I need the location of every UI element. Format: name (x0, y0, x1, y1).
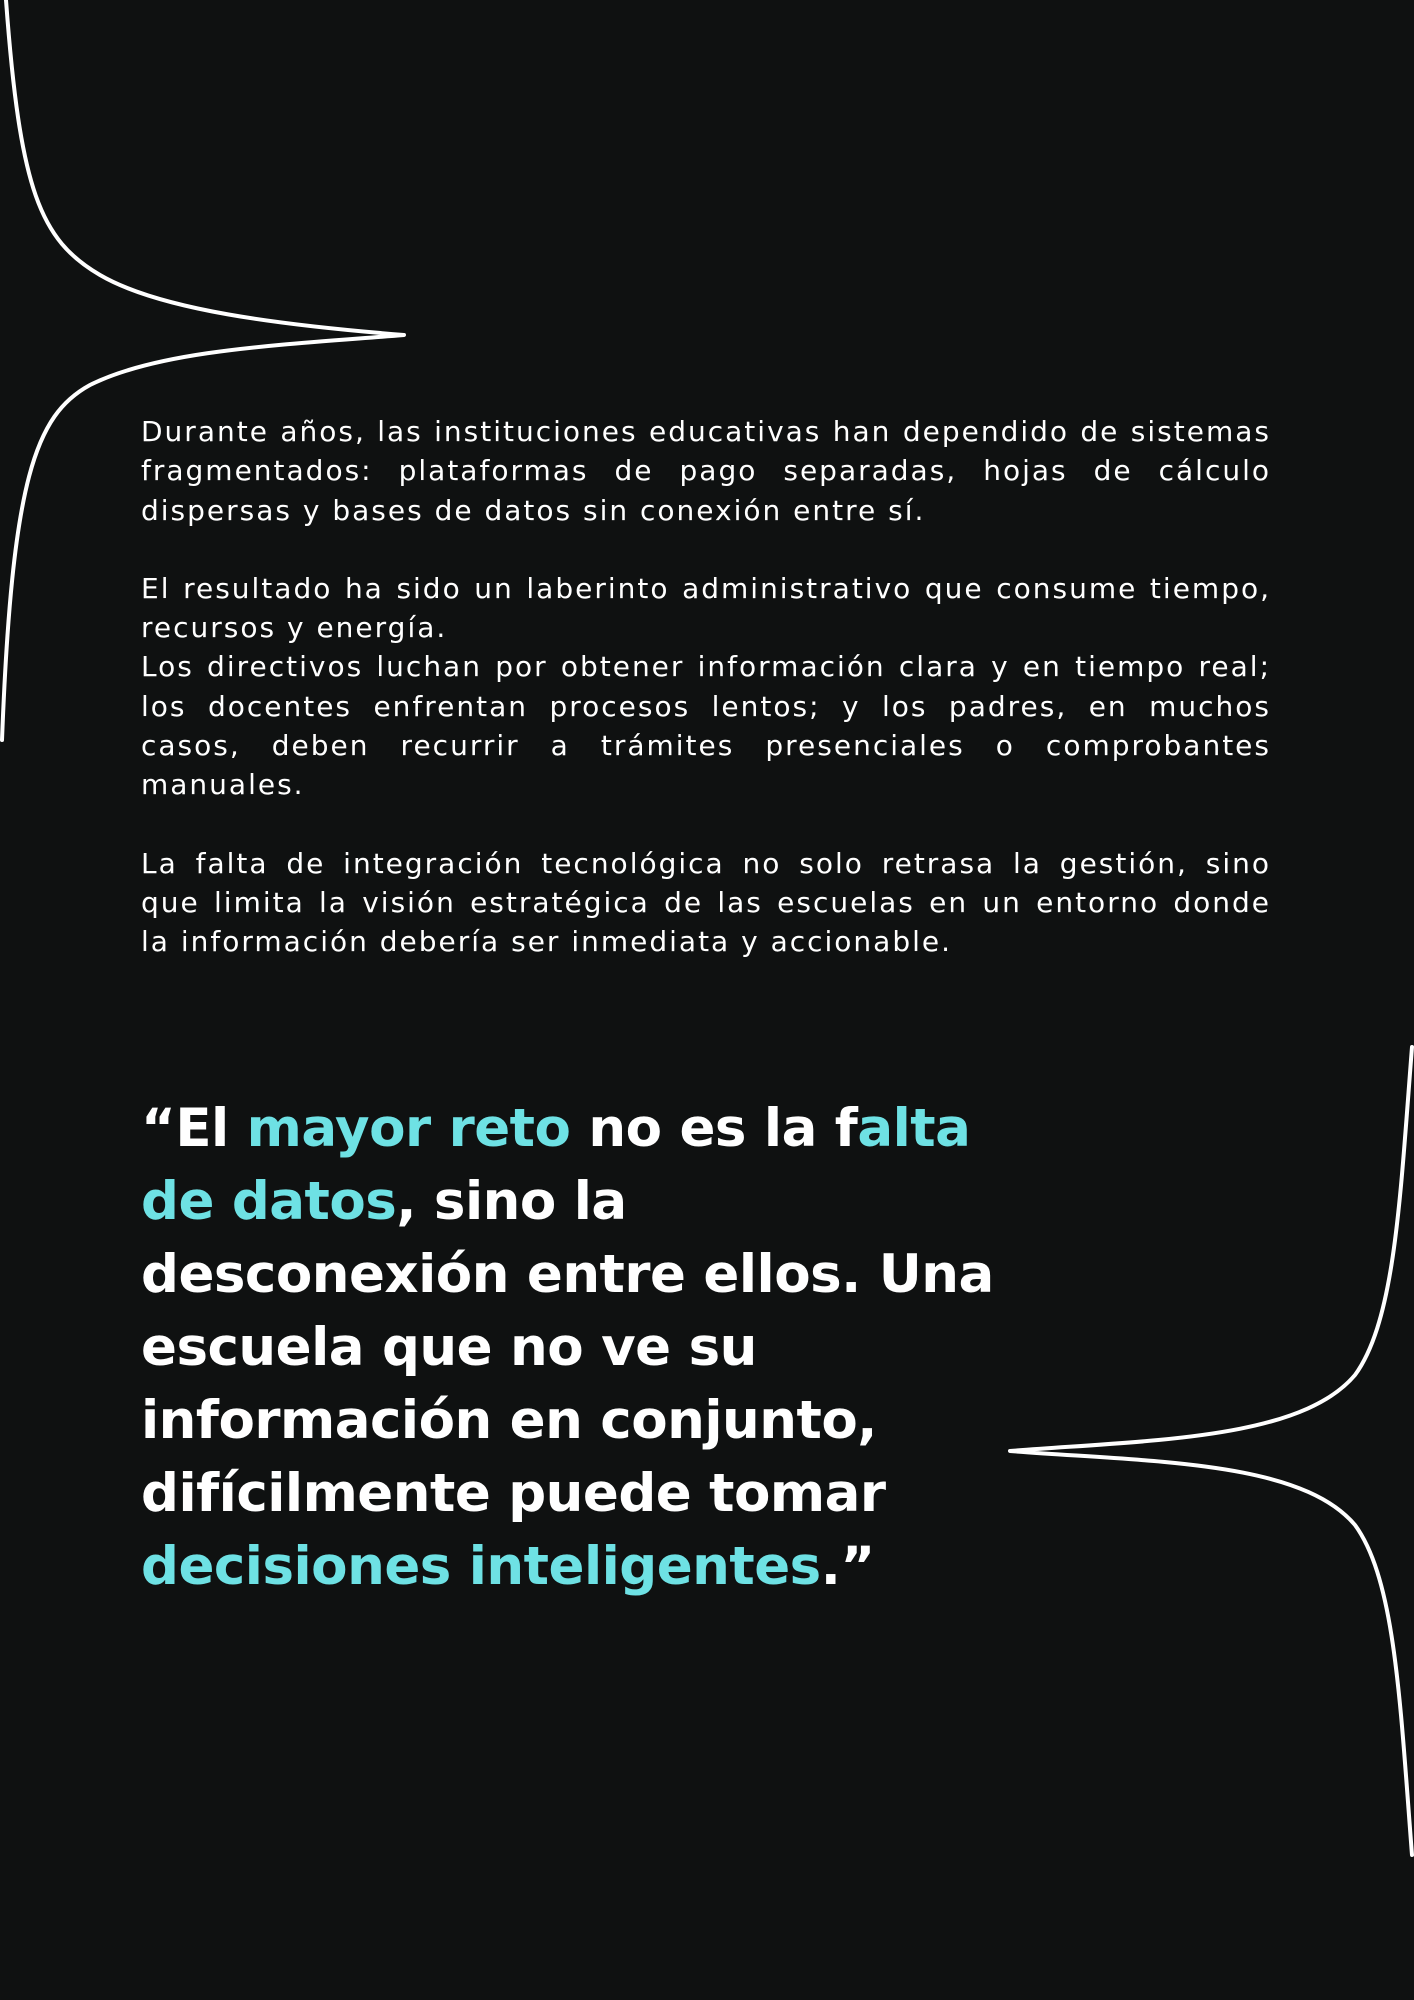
quote-text: , sino la desconexión entre ellos. Una escuela que no ve su información en conjunto, difícilmente puede tomar (141, 1171, 994, 1524)
paragraph-4: La falta de integración tecnológica no solo retrasa la gestión, sino que limita la visión estratégica de las escuelas en un entorno donde la información debería ser inmediata y accionable. (141, 846, 1271, 959)
intro-text (141, 412, 1271, 962)
paragraph-2: El resultado ha sido un laberinto administrativo que consume tiempo, recursos y energía. (141, 571, 1271, 645)
quote-text: “El (141, 1098, 247, 1159)
paragraph-1: Durante años, las instituciones educativas han dependido de sistemas fragmentados: plataformas de pago separadas, hojas de cálculo dispersas y bases de datos sin conexión entre sí. (141, 415, 1271, 527)
pull-quote (141, 1092, 1001, 1603)
paragraph-3: Los directivos luchan por obtener información clara y en tiempo real; los docentes enfrentan procesos lentos; y los padres, en muchos casos, deben recurrir a trámites presenciales o comprobantes manuales. (141, 650, 1271, 802)
quote-highlight: mayor reto (246, 1098, 571, 1159)
quote-text: .” (820, 1536, 875, 1597)
bottom-right-curve (1010, 1047, 1412, 1855)
quote-highlight: alta de datos (141, 1098, 971, 1232)
quote-highlight: decisiones inteligentes (141, 1536, 821, 1597)
quote-text: no es la f (570, 1098, 858, 1159)
